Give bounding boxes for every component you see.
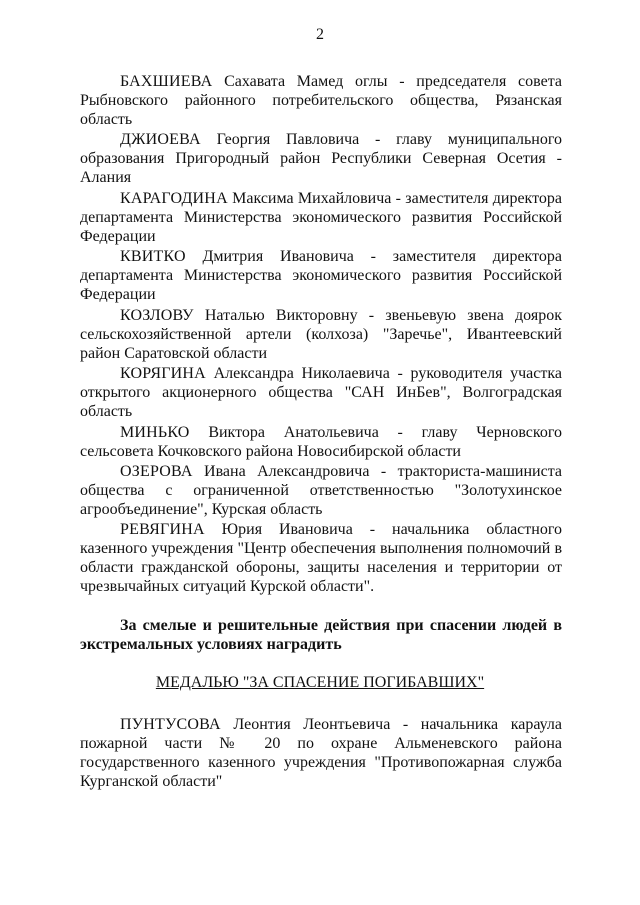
award-entry bbox=[80, 423, 562, 461]
entry-text: Георгия Павловича - главу муниципального образования Пригородный район Республики Северная Осетия - Алания bbox=[80, 131, 562, 186]
medal-title: МЕДАЛЬЮ "ЗА СПАСЕНИЕ ПОГИБАВШИХ" bbox=[155, 674, 485, 691]
entry-text: Наталью Викторовну - звеньевую звена доярок сельскохозяйственной артели (колхоза) "Заречье", Ивантеевский район Саратовской области bbox=[80, 307, 562, 362]
award-heading bbox=[80, 616, 562, 654]
entry-text: Ивана Александровича - тракториста-машиниста общества с ограниченной ответственностью "Золотухинское агрообъединение", Курская область bbox=[80, 463, 562, 518]
entry-text: Максима Михайловича - заместителя директора департамента Министерства экономического развития Российской Федерации bbox=[80, 190, 562, 245]
entry-surname: РЕВЯГИНА bbox=[120, 521, 205, 538]
award-entry bbox=[80, 72, 562, 129]
entry-text: Юрия Ивановича - начальника областного казенного учреждения "Центр обеспечения выполнения полномочий в области гражданской обороны, защиты населения и территории от чрезвычайных ситуаций Курской области". bbox=[80, 521, 562, 595]
page-number: 2 bbox=[316, 26, 324, 43]
award-heading-text: За смелые и решительные действия при спасении людей в экстремальных условиях наградить bbox=[80, 617, 562, 653]
award-entry bbox=[80, 189, 562, 246]
entry-text: Дмитрия Ивановича - заместителя директора департамента Министерства экономического развития Российской Федерации bbox=[80, 248, 562, 303]
entry-surname: БАХШИЕВА bbox=[120, 73, 213, 90]
entry-surname: ПУНТУСОВА bbox=[120, 716, 221, 733]
entry-text: Александра Николаевича - руководителя участка открытого акционерного общества "САН ИнБев", Волгоградская область bbox=[80, 365, 562, 420]
entry-text: Сахавата Мамед оглы - председателя совета Рыбновского районного потребительского общества, Рязанская область bbox=[80, 73, 562, 128]
award-entry bbox=[80, 306, 562, 363]
entry-text: Виктора Анатольевича - главу Черновского сельсовета Кочковского района Новосибирской области bbox=[80, 424, 562, 460]
award-entry bbox=[80, 364, 562, 421]
entry-surname: ДЖИОЕВА bbox=[120, 131, 201, 148]
award-entry bbox=[80, 462, 562, 519]
award-entry bbox=[80, 130, 562, 187]
entry-surname: КВИТКО bbox=[120, 248, 186, 265]
entry-surname: КАРАГОДИНА bbox=[120, 190, 228, 207]
medal-entry bbox=[80, 715, 562, 791]
entry-surname: КОРЯГИНА bbox=[120, 365, 206, 382]
award-entry bbox=[80, 520, 562, 596]
entry-text: Леонтия Леонтьевича - начальника караула пожарной части № 20 по охране Альменевского района государственного казенного учреждения "Противопожарная служба Курганской области" bbox=[80, 716, 562, 790]
entry-surname: МИНЬКО bbox=[120, 424, 190, 441]
entry-surname: КОЗЛОВУ bbox=[120, 307, 194, 324]
entry-surname: ОЗЕРОВА bbox=[120, 463, 193, 480]
award-entry bbox=[80, 247, 562, 304]
